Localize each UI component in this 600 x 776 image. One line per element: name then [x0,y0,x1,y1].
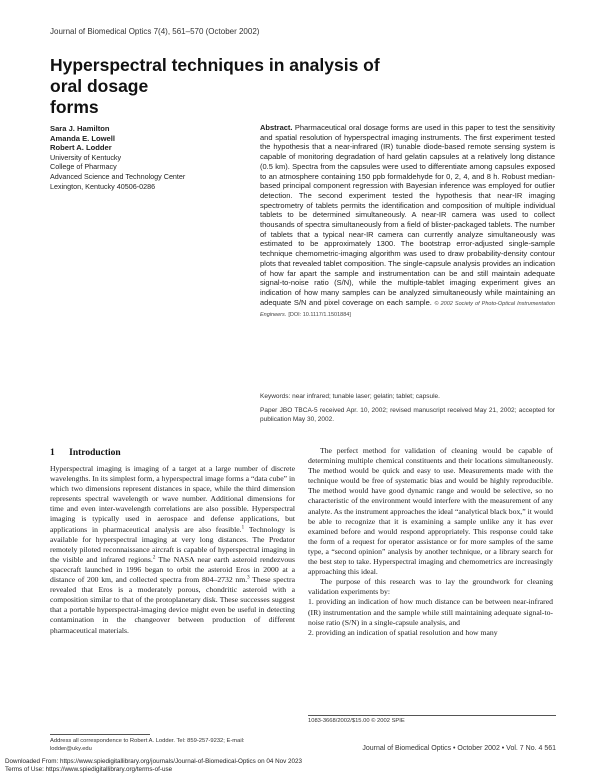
section-number: 1 [50,448,55,458]
author-name: Amanda E. Lowell [50,133,115,143]
affiliation-line: University of Kentucky [50,152,122,162]
text-run: Hyperspectral imaging is imaging of a target at a large number of discrete wavelengths. In its simplest form, a hyperspectral image forms a “data cube” in which two dimensions represent distances in space, while the third dimension represents spectral wavelength or wave number. Additional dimensions for time and even inter-wavelength correlations are also possible. Hyperspectral imaging is typically used in aerospace and defense applications, but applications in pharmaceutical analysis are also feasible. [50,464,295,534]
list-item: 1. providing an indication of how much distance can be between near-infrared (IR) instrumentation and the sample while still maintaining adequate signal-to-noise ratio (S/N) in a single-capsule analysis, and [308,597,553,627]
author-name: Sara J. Hamilton [50,124,110,133]
text-run: These spectra revealed that Eros is a moderately porous, chondritic asteroid with a composition similar to that of the protoplanetary disk. These successes suggest that a portable hyperspectral-imaging device might even be useful in detecting contamination in the changeover between production of different pharmaceutical materials. [50,575,296,635]
ref-link[interactable]: 2 [152,555,156,561]
author-name: Robert A. Lodder [50,143,112,153]
section-title: Introduction [69,448,121,458]
paper-history: Paper JBO TBCA-5 received Apr. 10, 2002; revised manuscript received May 21, 2002; accepted for publication May 30, 2002. [260,407,555,423]
affiliation-line: Lexington, Kentucky 40506-0286 [50,181,156,191]
issn-line: 1083-3668/2002/$15.00 © 2002 SPIE [308,718,405,724]
download-notice [5,758,302,774]
keywords: Keywords: near infrared; tunable laser; gelatin; tablet; capsule. [260,393,440,400]
abstract-text: Pharmaceutical oral dosage forms are used in this paper to test the sensitivity and spatial resolution of hyperspectral imaging instruments. The first experiment tested the hypothesis that a near-infrared (IR) tunable diode-based remote sensing system is capable of monitoring degradation of hard gelatin capsules at a relatively long distance (0.5 km). Spectra from the capsules were used to differentiate among capsules exposed to an atmosphere containing 150 ppb formaldehyde for 0, 2, 4, and 8 h. Robust median-based principal component regression with Bayesian inference was employed for outlier detection. The second experiment tested the hypothesis that near-IR imaging spectrometry of tablets permits the identification and composition of multiple individual tablets to be determined simultaneously. A near-IR camera was used to collect thousands of spectra simultaneously from a field of blister-packaged tablets. The number of tablets that a typical near-IR camera can currently analyze simultaneously was estimated to be approximately 1300. The bootstrap error-adjusted single-sample technique chemometric-imaging algorithm was used to draw probability-density contour plots that revealed tablet composition. The single-capsule analysis provides an indication of how far apart the sample and instrumentation can be and still maintain adequate signal-to-noise ratio (S/N), while the multiple-tablet imaging experiment gives an indication of how many samples can be analyzed simultaneously while maintaining an adequate S/N and pixel coverage on each sample. [260,123,555,307]
title-line: Hyperspectral techniques in analysis of oral dosage [50,55,380,96]
correspondence-email[interactable]: lodder@uky.edu [50,746,92,752]
list-item: 2. providing an indication of spatial resolution and how many [308,627,498,637]
abstract-label: Abstract. [260,123,293,132]
ref-link[interactable]: 1 [241,525,245,530]
correspondence-line: Address all correspondence to Robert A. Lodder. Tel: 859-257-9232; E-mail: [50,738,245,744]
page-footer: Journal of Biomedical Optics • October 2002 • Vol. 7 No. 4 561 [362,745,556,752]
title-line: forms [50,97,99,117]
section-heading [50,448,121,458]
paragraph: The perfect method for validation of cleaning would be capable of determining multiple chemical constituents and their locations simultaneously. The method would be quick and easy to use. Measurements made with the technique would be free of systematic bias and would be highly reproducible. The method would have good dynamic range and would be selective, so no characteristic of the environment would interfere with the measurement of any analyte. As the instrument approaches the ideal “analytical black box,” it would be able to recognize that it is examining a sample unlike any it has ever examined before and would respond appropriately. This response could take the form of a request for operator assistance or for more samples of the same type, a “second opinion” analysis by another technique, or a library search for the best step to take. Hyperspectral imaging and chemometrics are increasingly approaching this ideal. [308,446,553,577]
paragraph [50,464,295,636]
correspondence-note [50,737,300,753]
ref-link[interactable]: 3 [247,575,250,581]
affiliation-line: College of Pharmacy [50,162,117,172]
abstract-doi[interactable]: [DOI: 10.1117/1.1501884] [288,312,351,319]
right-column [308,446,553,638]
journal-header: Journal of Biomedical Optics 7(4), 561–570 (October 2002) [50,27,260,36]
author-block [50,124,240,191]
terms-line[interactable]: Terms of Use: https://www.spiedigitallibrary.org/terms-of-use [5,766,173,773]
affiliation-line: Advanced Science and Technology Center [50,171,186,181]
download-line[interactable]: Downloaded From: https://www.spiedigitallibrary.org/journals/Journal-of-Biomedical-Optics on 04 Nov 2023 [5,758,303,765]
text-run: The NASA near earth asteroid rendezvous spacecraft launched in 1996 began to orbit the asteroid Eros in 2000 at a distance of 200 km, and collected spectra from 804–2732 nm. [50,554,295,585]
abstract-copyright: © 2002 Society of Photo-Optical Instrumentation Engineers. [260,300,555,319]
text-run: Technology is available for hyperspectral imaging at very long distances. The Predator remotely piloted reconnaissance aircraft is capable of hyperspectral imaging in the visible and infrared regions. [50,524,296,564]
paragraph: The purpose of this research was to lay the groundwork for cleaning validation experiments by: [308,577,553,597]
left-column [50,464,295,636]
footnote-divider [50,734,150,735]
footer-divider [308,715,556,716]
paper-title [50,55,390,118]
abstract [260,123,555,321]
